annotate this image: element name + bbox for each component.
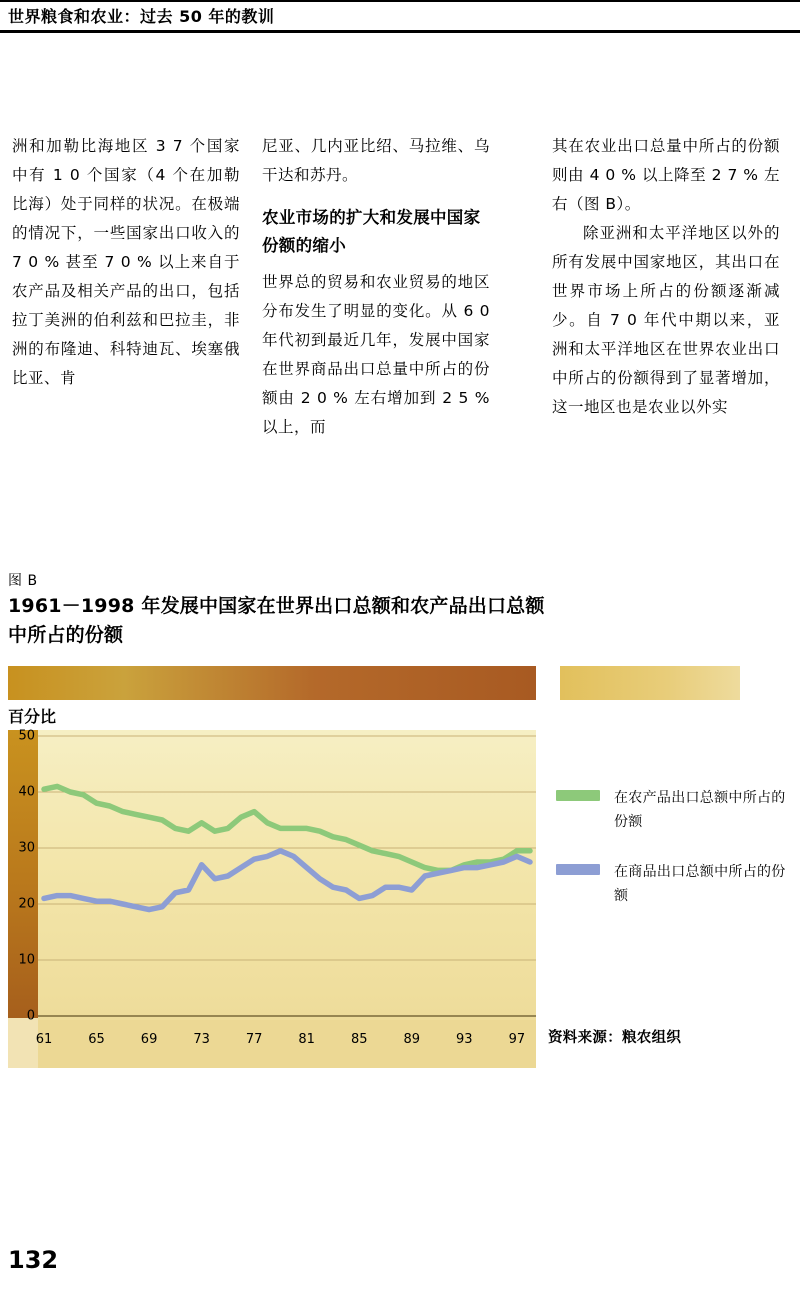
column-2 (262, 132, 490, 442)
legend-item (556, 786, 786, 834)
y-tick-label: 0 (26, 1008, 35, 1024)
x-tick-label: 89 (403, 1032, 421, 1047)
x-tick-label: 69 (140, 1032, 158, 1047)
x-tick-label: 93 (456, 1032, 473, 1047)
page-number: 132 (8, 1246, 59, 1274)
legend-swatch-merchandise (556, 864, 600, 875)
x-tick-label: 65 (88, 1032, 105, 1047)
paragraph: 其在农业出口总量中所占的份额则由 4 0 % 以上降至 2 7 % 左右（图 B）。 (552, 137, 780, 213)
x-tick-label: 77 (245, 1032, 263, 1047)
x-tick-label: 61 (35, 1032, 53, 1047)
paragraph: 世界总的贸易和农业贸易的地区分布发生了明显的变化。从 6 0 年代初到最近几年，发展中国家在世界商品出口总量中所占的份额由 2 0 % 左右增加到 2 5 % 以上，而 (262, 273, 490, 436)
x-tick-label: 81 (298, 1032, 315, 1047)
page-title: 世界粮食和农业：过去 50 年的教训 (8, 7, 275, 26)
y-axis-ticks (8, 728, 38, 1024)
y-tick-label: 20 (18, 896, 35, 912)
x-tick-label: 85 (350, 1032, 368, 1047)
figure-label: 图 B (8, 573, 38, 589)
y-tick-label: 40 (18, 784, 35, 800)
figure-source: 资料来源：粮农组织 (548, 1030, 682, 1046)
legend-label: 在农产品出口总额中所占的份额 (614, 790, 786, 830)
chart-plot-area (38, 730, 536, 1020)
chart-canvas (38, 730, 536, 1020)
legend-item (556, 860, 786, 908)
y-axis-unit-label: 百分比 (8, 707, 57, 726)
header-rule-bottom (0, 30, 800, 33)
paragraph: 尼亚、几内亚比绍、马拉维、乌干达和苏丹。 (262, 137, 490, 184)
paragraph: 洲和加勒比海地区 3 7 个国家中有 1 0 个国家（4 个在加勒比海）处于同样的状况。在极端的情况下，一些国家出口收入的 7 0 % 甚至 7 0 % 以上来自于农产品及相关产品的出口，包括拉丁美洲的伯利兹和巴拉圭，非洲的布隆迪、科特迪瓦、埃塞俄比亚、肯 (12, 137, 240, 387)
legend-label: 在商品出口总额中所占的份额 (614, 864, 786, 904)
y-tick-label: 50 (18, 728, 35, 744)
decorative-axis-strip (8, 1018, 38, 1068)
header-rule-top (0, 0, 800, 2)
figure-b (0, 570, 800, 1060)
y-tick-label: 30 (18, 840, 35, 856)
page-header (0, 0, 800, 34)
x-tick-label: 73 (193, 1032, 210, 1047)
figure-title: 1961－1998 年发展中国家在世界出口总额和农产品出口总额中所占的份额 (8, 595, 545, 646)
column-3 (552, 132, 780, 422)
section-subheading: 农业市场的扩大和发展中国家份额的缩小 (262, 208, 481, 255)
paragraph: 除亚洲和太平洋地区以外的所有发展中国家地区，其出口在世界市场上所占的份额逐渐减少。自 7 0 年代中期以来，亚洲和太平洋地区在世界农业出口中所占的份额得到了显著增加，这一地区也是农业以外实 (552, 224, 780, 416)
decorative-bar-brown (8, 666, 536, 700)
legend-swatch-agricultural (556, 790, 600, 801)
column-1 (12, 132, 240, 393)
decorative-bar-tan (560, 666, 740, 700)
x-tick-label: 97 (508, 1032, 526, 1047)
chart-legend (556, 786, 786, 934)
y-tick-label: 10 (18, 952, 35, 968)
